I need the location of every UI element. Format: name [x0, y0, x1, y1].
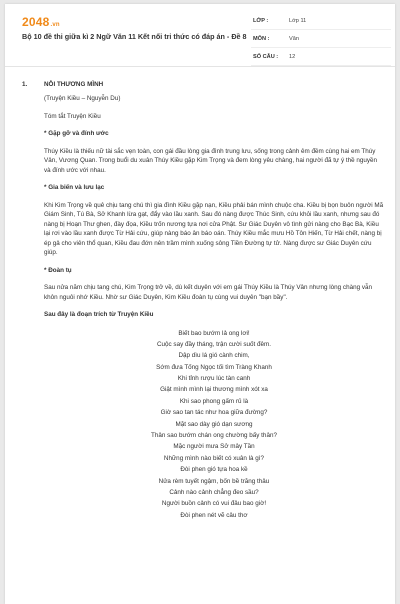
poem-line: Dập dìu lá gió cành chim, — [178, 352, 250, 360]
document-title: Bộ 10 đề thi giữa kì 2 Ngữ Văn 11 Kết nối tri thức có đáp án - Đề 8 — [22, 32, 247, 41]
source-line: (Truyện Kiều – Nguyễn Du) — [44, 95, 121, 102]
poem-line: Giật mình mình lại thương mình xót xa — [160, 386, 268, 394]
section-heading: * Đoàn tụ — [44, 266, 72, 274]
meta-label: LỚP : — [253, 17, 269, 24]
excerpt-heading: Sau đây là đoạn trích từ Truyện Kiều — [44, 311, 154, 318]
meta-value: Văn — [289, 35, 299, 42]
poem-line: Khi sao phong gấm rủ là — [179, 397, 249, 405]
poem-line: Thân sao bướm chán ong chường bấy thân? — [151, 432, 277, 440]
meta-value: Lớp 11 — [289, 17, 307, 24]
document-meta — [251, 12, 391, 66]
summary-heading: Tóm tắt Truyện Kiều — [44, 112, 101, 120]
meta-row-subject — [251, 30, 391, 48]
section-heading: * Gia biến và lưu lạc — [44, 184, 105, 191]
document-page — [5, 4, 395, 604]
poem-line: Người buồn cảnh có vui đâu bao giờ! — [161, 500, 267, 508]
poem-line: Khi tỉnh rượu lúc tàn canh — [177, 375, 251, 383]
logo-suffix: .vn — [50, 22, 60, 28]
meta-value: 12 — [289, 53, 296, 60]
section-text: Khi Kim Trọng về quê chịu tang chú thì gia đình Kiều gặp nạn, Kiều phải bán mình chuộc cha. Kiều bị bọn buôn người Mã Giám Sinh, Tú Bà, Sở Khanh lừa gạt, đẩy vào lầu xanh. Sau đó nàng được Thúc Sinh, cứu khỏi lầu xanh, nhưng sau đó nàng bị Hoạn Thư ghen, đày đọa, Kiều trốn nương tựa nơi cửa Phật. Sư Giác Duyên vô tình gửi nàng cho Bạc Bà, Kiều lại rơi vào lầu xanh được Từ Hải cứu, giúp nàng báo ân báo oán. Thúy Kiều mắc mưu Hồ Tôn Hiến, Từ Hải chết, nàng bị ép gả cho viên thổ quan, Kiều đau đớn nên trầm mình xuống sông Tiền Đường tự tử. Nàng được sư Giác Duyên cứu giúp. — [44, 201, 384, 256]
meta-row-class — [251, 12, 391, 30]
meta-label: SỐ CÂU : — [253, 53, 279, 60]
section-heading: * Gặp gỡ và đính ước — [44, 130, 109, 137]
poem-line: Đòi phen gió tựa hoa kề — [180, 466, 248, 474]
site-logo[interactable] — [22, 15, 60, 29]
question-title: NỖI THƯƠNG MÌNH — [44, 81, 104, 88]
document-header — [5, 4, 395, 67]
logo-text: 2048 — [22, 15, 50, 29]
poem-line: Những mình nào biết có xuân là gì? — [163, 454, 265, 462]
meta-label: MÔN : — [253, 35, 270, 42]
poem-line: Mặc người mưa Sở mây Tần — [173, 443, 255, 451]
poem-line: Nửa rèm tuyết ngậm, bốn bề trăng thâu — [158, 477, 270, 485]
question-number: 1. — [22, 81, 28, 88]
section-text: Sau nửa năm chịu tang chú, Kim Trọng trở về, dù kết duyên với em gái Thúy Kiều là Thúy Vân nhưng lòng chàng vẫn khôn nguôi nhớ Kiều. Nhờ sư Giác Duyên, Kim Kiều đoàn tụ cùng vui duyên "bạn bầy". — [44, 284, 372, 301]
poem-line: Sớm đưa Tống Ngọc tối tìm Tràng Khanh — [156, 363, 272, 371]
poem-line: Cuộc say đầy tháng, trận cười suốt đêm. — [156, 340, 272, 348]
meta-row-question-count — [251, 48, 391, 66]
section-text: Thúy Kiều là thiếu nữ tài sắc vẹn toàn, con gái đầu lòng gia đình trung lưu, sống trong cảnh êm đềm cùng hai em Thúy Vân, Vương Quan. Trong buổi du xuân Thúy Kiều gặp Kim Trọng và đem lòng yêu chàng, hai người đã tự ý thề nguyền và đính ước với nhau. — [44, 147, 378, 174]
poem-line: Mặt sao dày gió dạn sương — [175, 420, 253, 428]
poem-line: Đòi phen nét vẽ câu thơ — [180, 511, 248, 519]
poem-line: Giờ sao tan tác như hoa giữa đường? — [160, 409, 268, 417]
poem-line: Biết bao bướm lả ong lơi! — [178, 329, 250, 337]
poem-line: Cảnh nào cảnh chẳng đeo sầu? — [169, 488, 259, 496]
question-body — [44, 94, 384, 521]
poem-excerpt — [44, 328, 384, 522]
